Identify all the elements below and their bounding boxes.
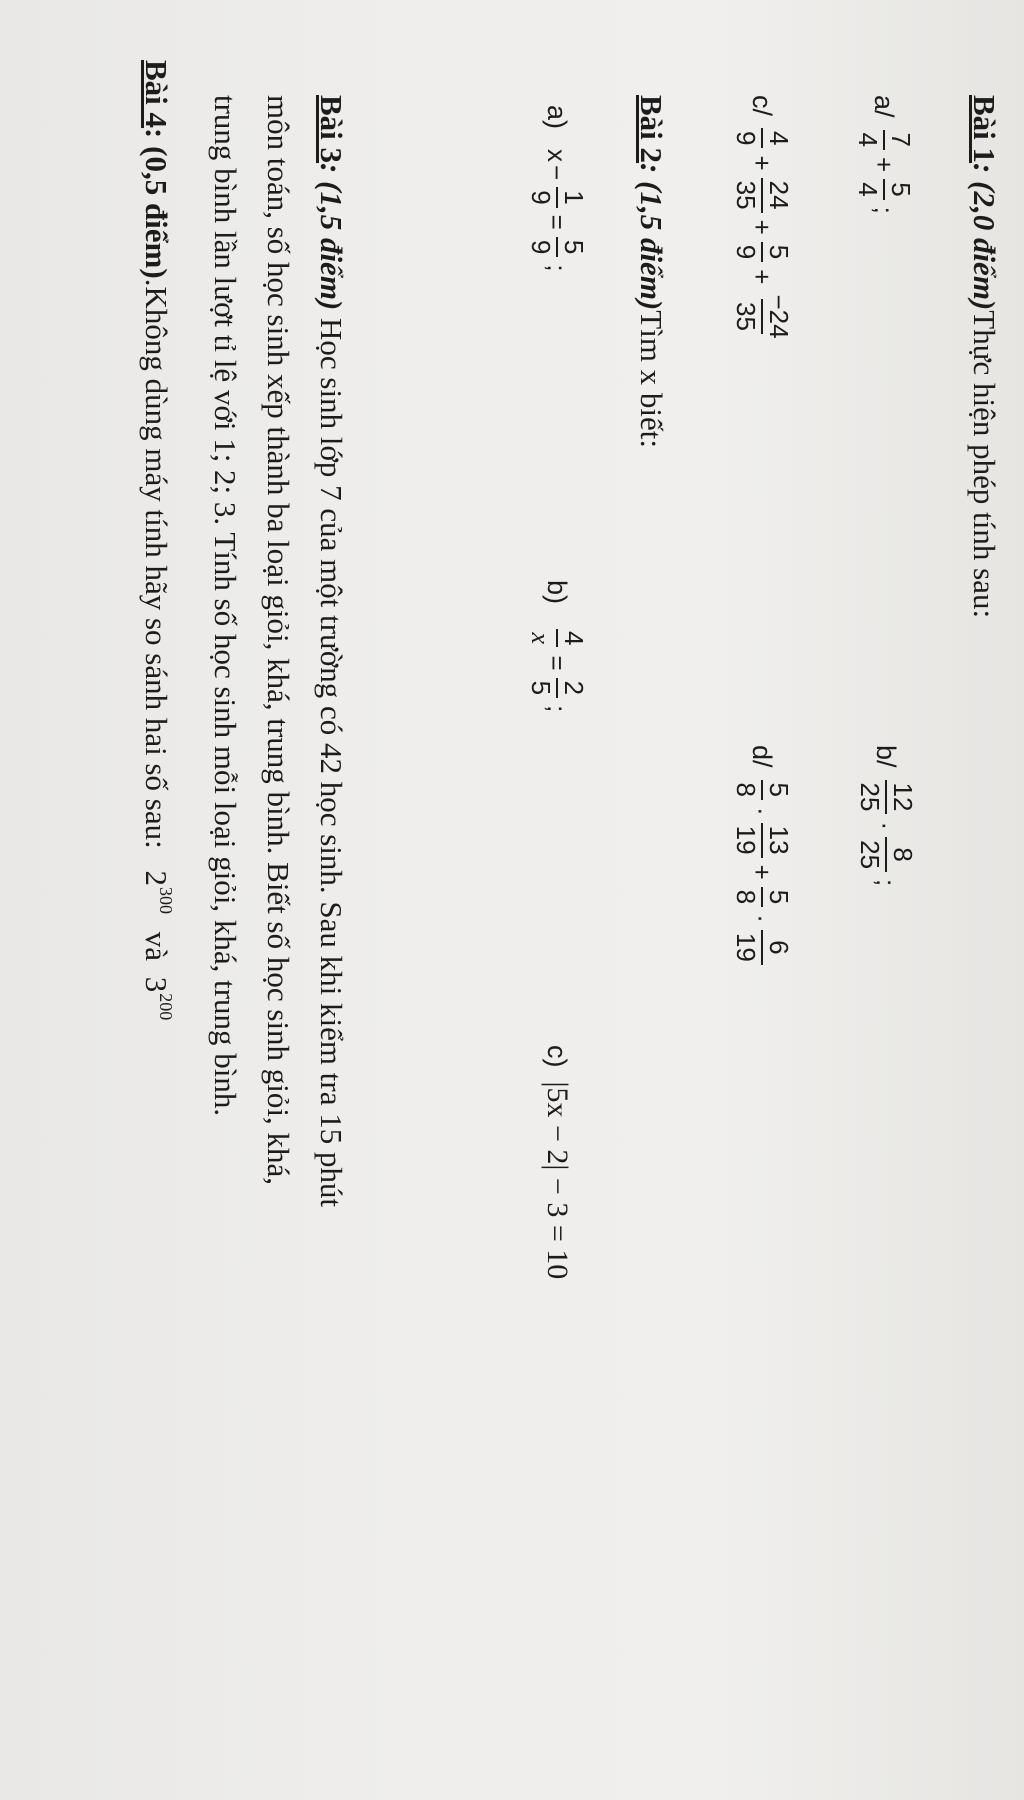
base: 3 xyxy=(139,976,174,993)
and-word: và xyxy=(139,931,174,961)
denominator: 5 xyxy=(526,678,557,698)
terminator: ; xyxy=(871,879,902,887)
denominator: 4 xyxy=(853,130,884,150)
bai2-heading xyxy=(633,95,669,448)
bai1-item-b xyxy=(855,745,916,889)
terminator: ; xyxy=(542,705,573,713)
denominator: 8 xyxy=(731,780,762,800)
fraction xyxy=(526,187,587,207)
numerator: 7 xyxy=(886,132,916,147)
fraction xyxy=(731,242,792,262)
numerator: 2 xyxy=(559,680,589,696)
fraction xyxy=(731,128,792,148)
bai1-instruction: Thực hiện phép tính sau: xyxy=(967,310,1002,619)
denominator: 19 xyxy=(731,823,762,858)
numerator: −24 xyxy=(764,294,794,339)
item-label: c) xyxy=(542,1045,573,1068)
bai3-text-3: trung bình lần lượt tỉ lệ với 1; 2; 3. Tính số học sinh mỗi loại giỏi, khá, trung bình. xyxy=(208,95,243,1117)
bai1-heading xyxy=(966,95,1002,618)
fraction xyxy=(731,291,792,341)
item-label: b/ xyxy=(871,745,902,768)
denominator: x xyxy=(526,629,557,647)
denominator: 9 xyxy=(731,128,762,148)
numerator: 24 xyxy=(764,180,794,210)
power-2-300 xyxy=(139,870,174,914)
bai3-line-2 xyxy=(260,95,296,1185)
item-label: a) xyxy=(542,105,573,130)
bai4-points: : (0,5 điểm) xyxy=(139,128,174,279)
denominator: 9 xyxy=(526,187,557,207)
fraction xyxy=(526,678,587,698)
operator: · xyxy=(871,821,902,831)
bai1-label: Bài 1 xyxy=(967,95,1002,164)
numerator: 5 xyxy=(764,244,794,260)
bai4-text: .Không dùng máy tính hãy so sánh hai số sau: xyxy=(139,278,174,849)
bai3-text-1: Học sinh lớp 7 của một trường có 42 học sinh. Sau khi kiểm tra 15 phút xyxy=(314,318,349,1208)
operator: · xyxy=(747,807,778,816)
numerator: 1 xyxy=(559,190,589,205)
bai1-points: : (2,0 điểm) xyxy=(967,163,1002,311)
operator: + xyxy=(869,157,900,173)
bai3-line-1 xyxy=(313,95,349,1207)
fraction xyxy=(853,179,914,199)
bai1-item-c xyxy=(731,95,792,346)
numerator: 6 xyxy=(764,940,794,955)
bai1-item-a xyxy=(853,95,914,217)
operator: · xyxy=(747,914,778,923)
bai3-points: : (1,5 điểm) xyxy=(314,163,349,311)
item-label: c/ xyxy=(747,95,778,117)
bai2-label: Bài 2 xyxy=(634,95,669,164)
bai2-points: : (1,5 điểm) xyxy=(634,163,669,311)
operator: + xyxy=(747,155,778,171)
item-label: b) xyxy=(542,580,573,605)
operator: + xyxy=(747,864,778,880)
denominator: 25 xyxy=(855,780,886,815)
bai2-item-a xyxy=(526,105,587,275)
denominator: 35 xyxy=(731,178,762,213)
denominator: 8 xyxy=(731,887,762,907)
fraction xyxy=(526,628,587,648)
bai1-item-d xyxy=(731,745,792,969)
numerator: 12 xyxy=(888,782,918,812)
bai2-instruction: Tìm x biết: xyxy=(634,310,669,449)
base: 2 xyxy=(139,870,174,886)
variable-x: x xyxy=(542,149,573,163)
numerator: 5 xyxy=(886,182,916,197)
fraction xyxy=(731,823,792,858)
denominator: 9 xyxy=(731,242,762,262)
fraction xyxy=(853,130,914,150)
absolute-value-equation: |5x − 2| − 3 = 10 xyxy=(541,1081,574,1280)
operator: + xyxy=(747,269,778,285)
numerator: 13 xyxy=(764,825,794,855)
terminator: ; xyxy=(542,264,573,272)
denominator: 9 xyxy=(526,237,557,257)
bai2-item-c xyxy=(540,1045,574,1279)
denominator: 25 xyxy=(855,837,886,872)
equals-sign: = xyxy=(542,655,573,671)
item-label: a/ xyxy=(869,95,900,118)
fraction xyxy=(855,780,916,815)
fraction xyxy=(855,837,916,872)
fraction xyxy=(731,780,792,800)
numerator: 5 xyxy=(764,782,794,797)
fraction xyxy=(731,930,792,965)
bai3-line-3 xyxy=(207,95,243,1116)
denominator: 19 xyxy=(731,930,762,965)
terminator: ; xyxy=(869,206,900,214)
bai4-label: Bài 4 xyxy=(139,60,174,129)
denominator: 4 xyxy=(853,179,884,199)
exponent: 300 xyxy=(156,886,176,914)
fraction xyxy=(731,887,792,907)
fraction xyxy=(526,237,587,257)
numerator: 4 xyxy=(764,131,794,146)
numerator: 8 xyxy=(888,847,918,862)
operator: − xyxy=(542,165,573,181)
bai3-text-2: môn toán, số học sinh xếp thành ba loại giỏi, khá, trung bình. Biết số học sinh giỏi, khá, xyxy=(261,95,296,1186)
bai2-item-b xyxy=(526,580,587,715)
exponent: 200 xyxy=(156,993,176,1021)
denominator: 35 xyxy=(731,299,762,334)
equals-sign: = xyxy=(542,214,573,230)
bai4-line xyxy=(138,60,174,1020)
numerator: 4 xyxy=(559,631,589,646)
operator: + xyxy=(747,219,778,235)
fraction xyxy=(731,178,792,213)
power-3-200 xyxy=(139,977,174,1021)
item-label: d/ xyxy=(747,745,778,768)
numerator: 5 xyxy=(559,239,589,255)
bai3-label: Bài 3 xyxy=(314,95,349,164)
numerator: 5 xyxy=(764,889,794,905)
